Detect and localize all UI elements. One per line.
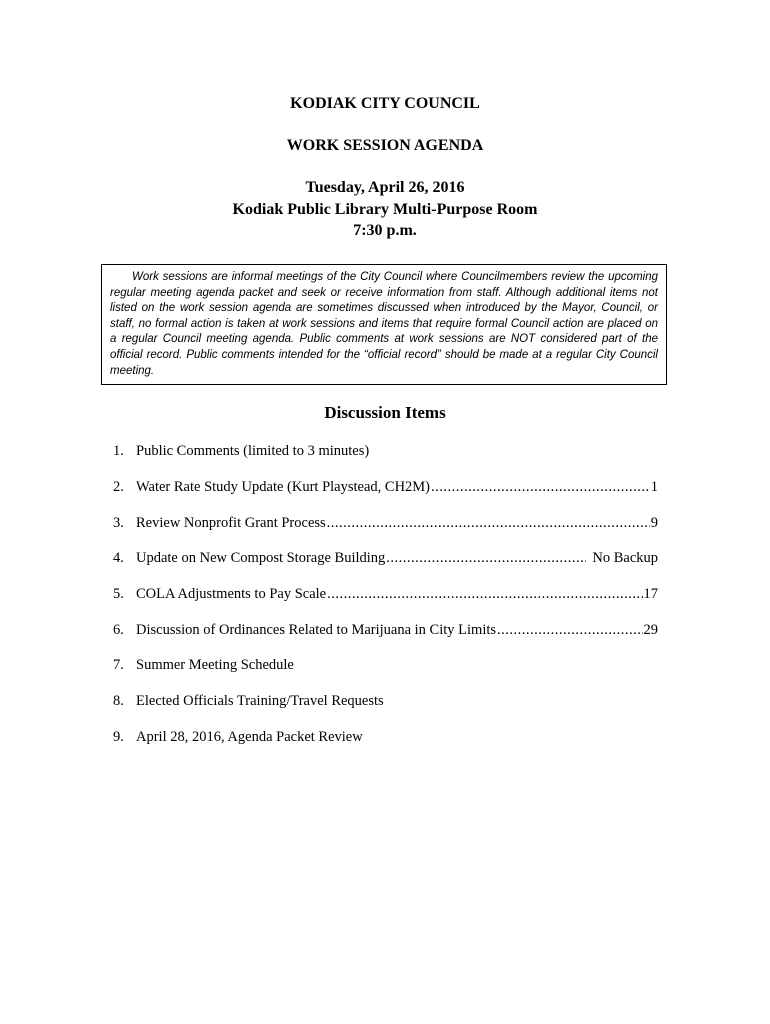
item-label: Discussion of Ordinances Related to Marijuana in City Limits	[136, 622, 497, 638]
agenda-item	[113, 477, 658, 497]
item-number: 7.	[113, 657, 124, 673]
item-number: 5.	[113, 586, 124, 602]
item-label: Review Nonprofit Grant Process	[136, 515, 326, 531]
agenda-item	[113, 548, 658, 568]
agenda-item	[113, 441, 658, 461]
dot-leader	[327, 584, 642, 604]
agenda-item	[113, 513, 658, 533]
item-label: April 28, 2016, Agenda Packet Review	[136, 729, 363, 745]
item-page: 17	[643, 586, 658, 602]
section-heading: Discussion Items	[324, 403, 446, 422]
item-number: 9.	[113, 729, 124, 745]
item-number: 3.	[113, 515, 124, 531]
dot-leader	[431, 477, 650, 497]
item-number: 4.	[113, 550, 124, 566]
item-label: COLA Adjustments to Pay Scale	[136, 586, 327, 602]
item-page: No Backup	[592, 550, 658, 566]
dot-leader	[327, 513, 650, 533]
item-page: 29	[643, 622, 658, 638]
item-number: 1.	[113, 443, 124, 459]
dot-leader	[386, 548, 586, 568]
work-session-notice: Work sessions are informal meetings of the City Council where Councilmembers review the upcoming regular meeting agenda packet and seek or receive information from staff. Although additional items not listed on the work session agenda are sometimes discussed when introduced by the Mayor, Council, or staff, no formal action is taken at work sessions and items that require formal Council action are placed on a regular Council meeting agenda. Public comments at work sessions are NOT considered part of the official record. Public comments intended for the “official record” should be made at a regular City Council meeting.	[101, 264, 667, 385]
item-number: 2.	[113, 479, 124, 495]
agenda-item	[113, 727, 658, 747]
item-number: 8.	[113, 693, 124, 709]
agenda-item	[113, 584, 658, 604]
dot-leader	[497, 620, 642, 640]
item-number: 6.	[113, 622, 124, 638]
item-label: Summer Meeting Schedule	[136, 657, 294, 673]
item-label: Water Rate Study Update (Kurt Playstead, CH2M)	[136, 479, 431, 495]
item-label: Elected Officials Training/Travel Requests	[136, 693, 384, 709]
item-label: Update on New Compost Storage Building	[136, 550, 386, 566]
meeting-date: Tuesday, April 26, 2016	[305, 179, 465, 196]
meeting-location: Kodiak Public Library Multi-Purpose Room	[232, 201, 538, 218]
agenda-title: WORK SESSION AGENDA	[286, 137, 484, 154]
agenda-item	[113, 620, 658, 640]
agenda-item	[113, 691, 658, 711]
council-name: KODIAK CITY COUNCIL	[290, 95, 480, 112]
item-label: Public Comments (limited to 3 minutes)	[136, 443, 370, 459]
item-page: 9	[650, 515, 658, 531]
item-page: 1	[650, 479, 658, 495]
agenda-item	[113, 655, 658, 675]
meeting-time: 7:30 p.m.	[353, 222, 417, 239]
